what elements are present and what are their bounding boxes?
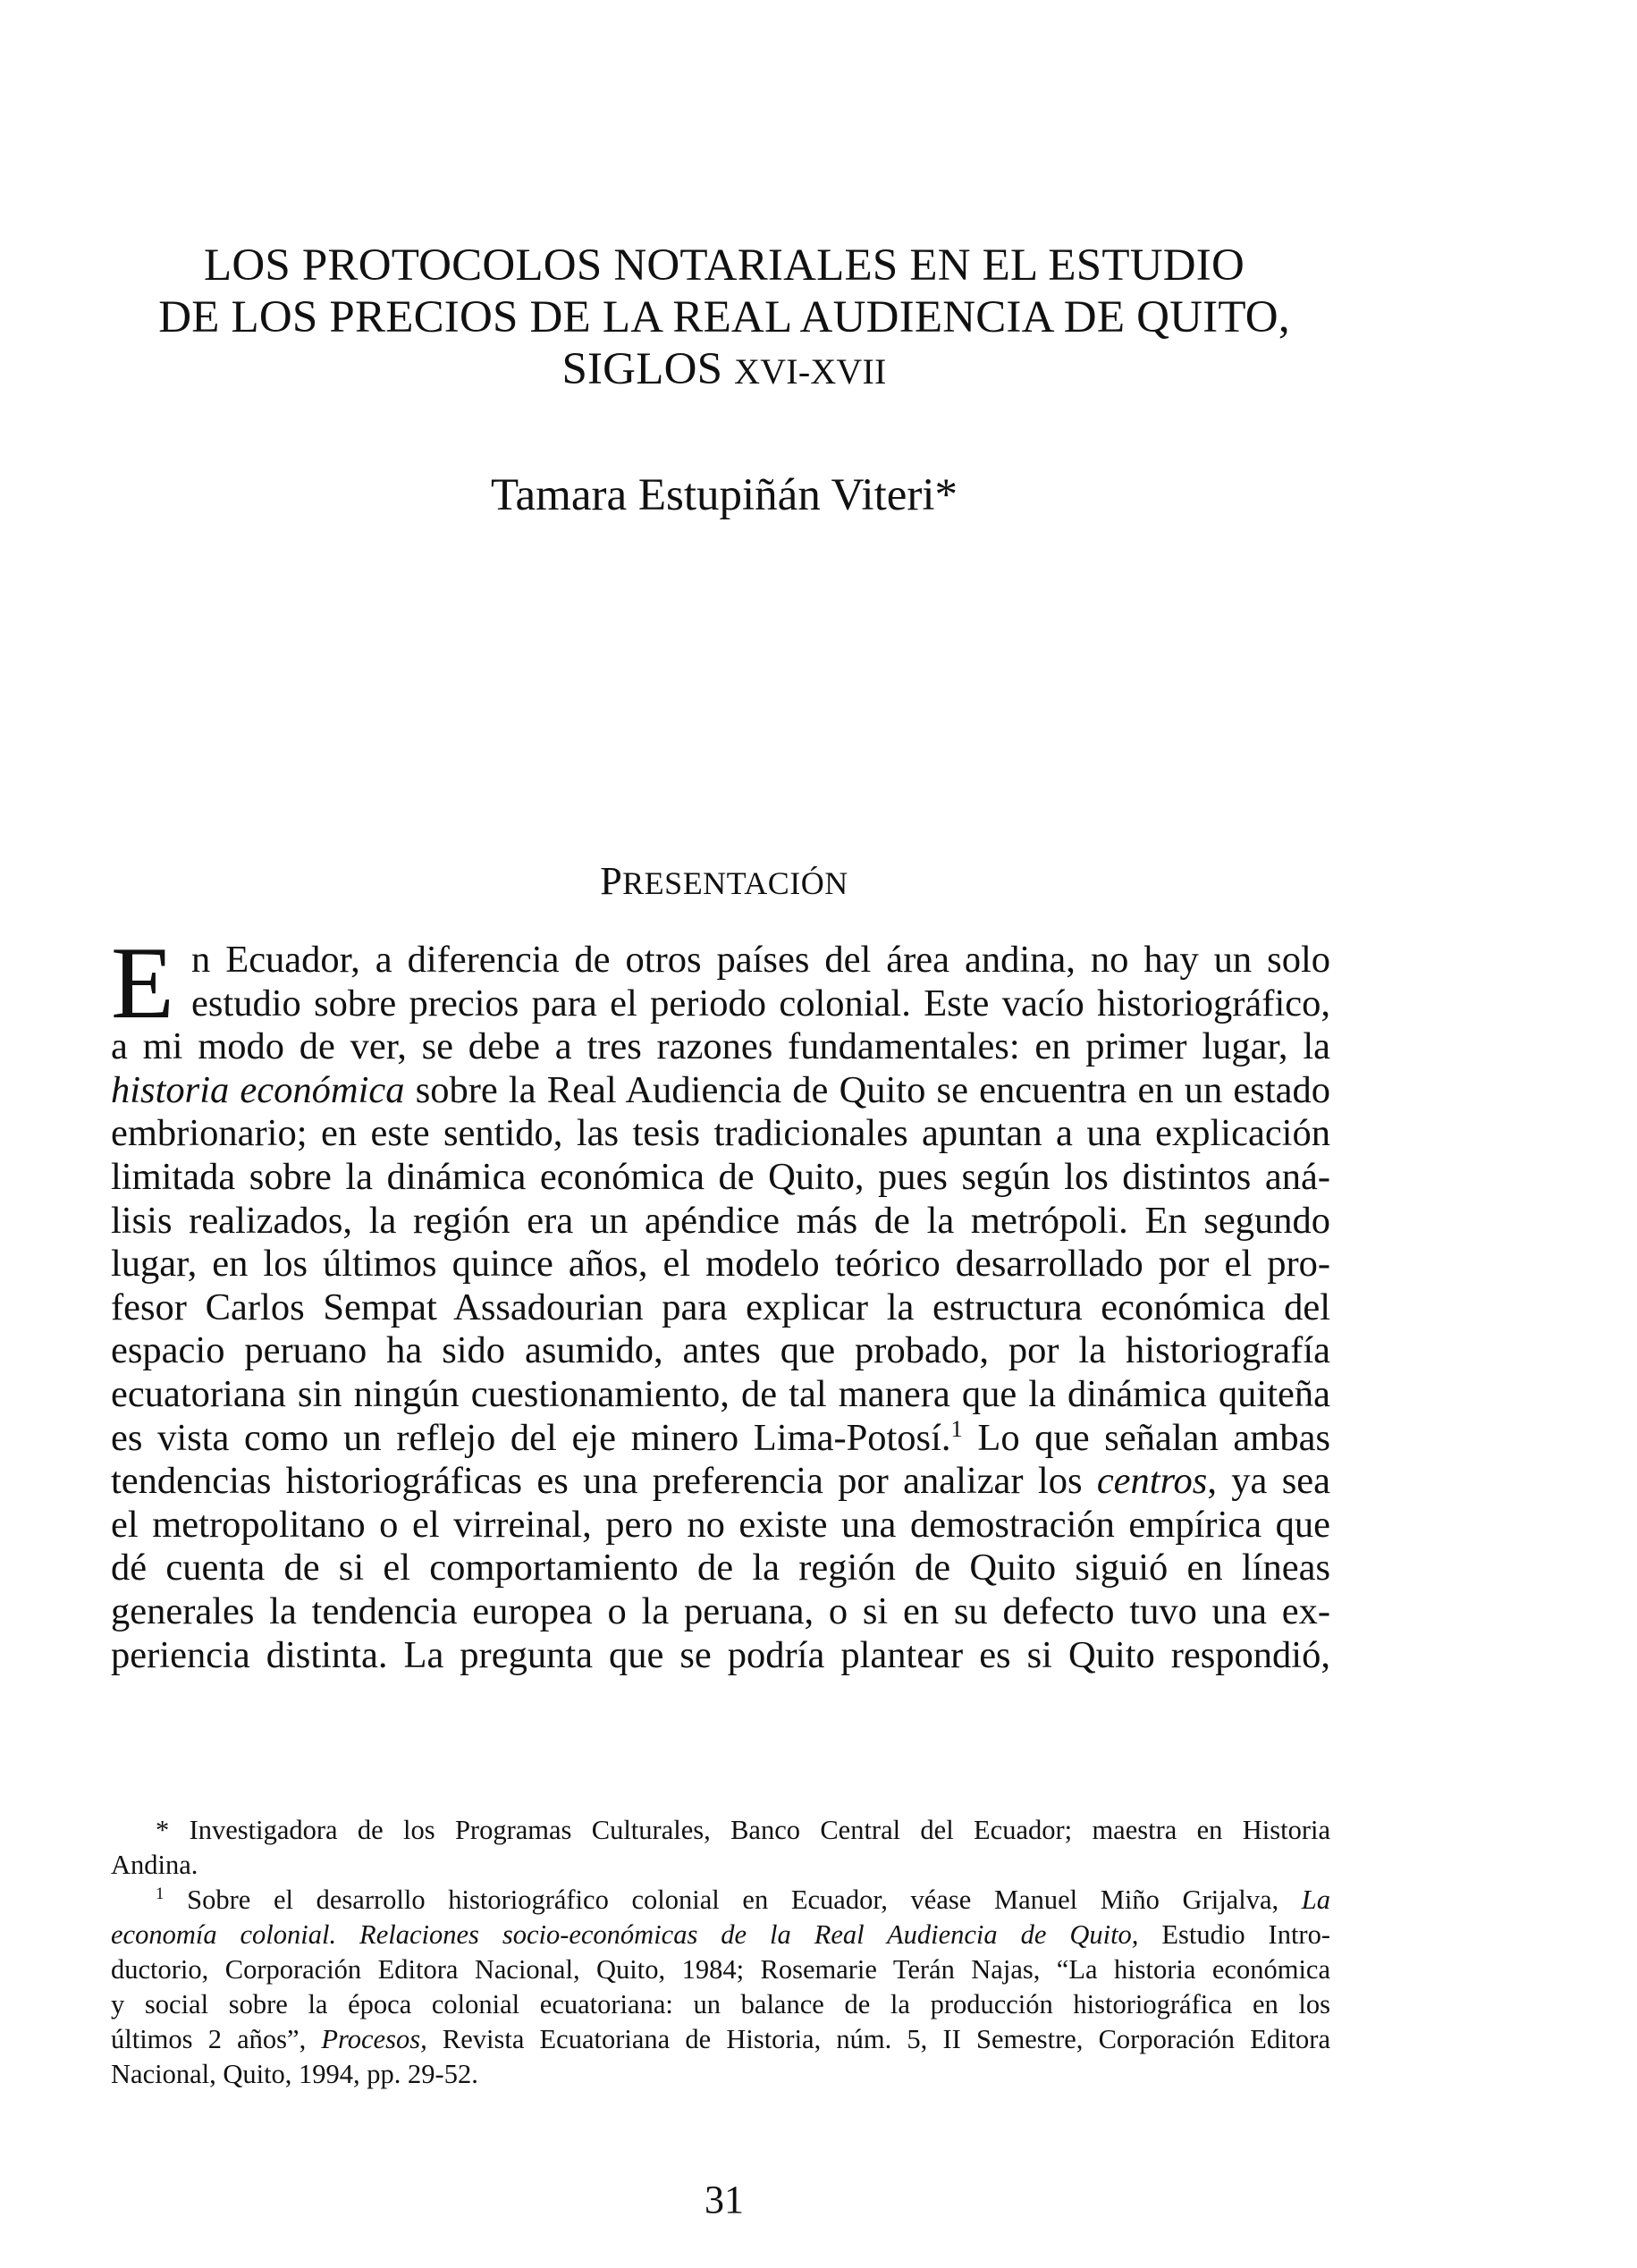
body-text-segment: lugar, en los últimos quince años, el modelo teórico desarrollado por el pro- xyxy=(111,1243,1330,1286)
body-line xyxy=(111,939,1330,982)
author-name: Tamara Estupiñán Viteri* xyxy=(490,470,958,520)
section-heading xyxy=(125,859,1323,903)
body-line xyxy=(111,1547,1330,1590)
footnote-ref: 1 xyxy=(950,1415,963,1442)
body-line xyxy=(111,1025,1330,1069)
section-heading-rest: RESENTACIÓN xyxy=(622,865,848,901)
body-line xyxy=(111,1373,1330,1417)
title-centuries: XVI-XVII xyxy=(734,351,887,392)
footnote-1-text: Revista Ecuatoriana de Historia, núm. 5, II Semestre, Corporación Editora xyxy=(426,2024,1330,2054)
footnote-author: * Investigadora de los Programas Culturales, Banco Central del Ecuador; maestra en Historia xyxy=(156,1815,1330,1845)
page-number: 31 xyxy=(705,2178,744,2222)
footnote-1-line-6: Nacional, Quito, 1994, pp. 29-52. xyxy=(111,2059,478,2089)
body-text-segment: , ya sea xyxy=(1207,1460,1330,1503)
body-text-segment: sobre la Real Audiencia de Quito se encuentra en un estado xyxy=(404,1068,1330,1111)
footnote-1-line-2 xyxy=(111,1918,1330,1952)
title-line-1: LOS PROTOCOLOS NOTARIALES EN EL ESTUDIO xyxy=(204,240,1245,291)
body-line xyxy=(111,1243,1330,1286)
body-text-segment: dé cuenta de si el comportamiento de la región de Quito siguió en líneas xyxy=(111,1547,1330,1589)
body-text-segment: espacio peruano ha sido asumido, antes que probado, por la historiografía xyxy=(111,1329,1330,1372)
footnote-1-journal: Procesos, xyxy=(321,2024,427,2054)
footnote-1-book-title: economía colonial. Relaciones socio-económicas de la Real Audiencia de Quito, xyxy=(111,1919,1139,1950)
drop-cap: E xyxy=(111,926,174,1041)
body-line xyxy=(111,1329,1330,1373)
body-text-segment: lisis realizados, la región era un apéndice más de la metrópoli. En segundo xyxy=(111,1199,1330,1242)
footnote-1-text: Sobre el desarrollo historiográfico colonial en Ecuador, véase Manuel Miño Grijalva, xyxy=(164,1884,1302,1915)
footnote-1-marker: 1 xyxy=(156,1884,165,1903)
body-text-segment: tendencias historiográficas es una preferencia por analizar los xyxy=(111,1460,1097,1503)
body-line xyxy=(111,1504,1330,1547)
article-title xyxy=(125,240,1323,398)
footnote-1-text: últimos 2 años”, xyxy=(111,2024,322,2054)
footnote-1-line-1 xyxy=(111,1883,1330,1918)
footnote-1-text: Estudio Intro- xyxy=(1138,1919,1330,1950)
footnote-1-line-4: y social sobre la época colonial ecuatoriana: un balance de la producción historiográfica en los xyxy=(111,1989,1330,2019)
emphasis-text: historia económica xyxy=(111,1068,405,1111)
body-text-segment: Lo que señalan ambas xyxy=(962,1416,1331,1459)
body-line xyxy=(111,1460,1330,1504)
body-line xyxy=(111,1417,1330,1461)
body-line xyxy=(111,1590,1330,1634)
body-text-segment: a mi modo de ver, se debe a tres razones fundamentales: en primer lugar, la xyxy=(111,1025,1330,1068)
emphasis-text: centros xyxy=(1096,1460,1208,1503)
title-line-3-prefix: SIGLOS xyxy=(561,344,723,394)
footnote-1-line-5 xyxy=(111,2022,1330,2057)
body-text-segment: embrionario; en este sentido, las tesis tradicionales apuntan a una explicación xyxy=(111,1112,1330,1155)
footnote-1-italic: La xyxy=(1301,1884,1330,1915)
footnote-1-line-3: ductorio, Corporación Editora Nacional, Quito, 1984; Rosemarie Terán Najas, “La historia económica xyxy=(111,1954,1330,1985)
body-text-segment: ecuatoriana sin ningún cuestionamiento, de tal manera que la dinámica quiteña xyxy=(111,1372,1330,1415)
body-text-segment: limitada sobre la dinámica económica de Quito, pues según los distintos aná- xyxy=(111,1155,1330,1198)
body-line xyxy=(111,1112,1330,1156)
body-text-segment: periencia distinta. La pregunta que se podría plantear es si Quito respondió, xyxy=(111,1633,1330,1676)
footnotes xyxy=(111,1813,1330,2092)
section-heading-initial: P xyxy=(600,859,623,903)
body-text-segment: es vista como un reflejo del eje minero Lima-Potosí. xyxy=(111,1416,951,1459)
body-line xyxy=(111,1200,1330,1244)
body-text-segment: estudio sobre precios para el periodo colonial. Este vacío historiográfico, xyxy=(191,982,1330,1024)
body-text-segment: fesor Carlos Sempat Assadourian para explicar la estructura económica del xyxy=(111,1286,1330,1328)
body-line xyxy=(111,982,1330,1026)
body-text-segment: el metropolitano o el virreinal, pero no existe una demostración empírica que xyxy=(111,1503,1330,1546)
body-text-segment: generales la tendencia europea o la peruana, o si en su defecto tuvo una ex- xyxy=(111,1589,1330,1632)
title-line-3 xyxy=(125,343,1323,398)
body-line xyxy=(111,1156,1330,1200)
body-paragraph xyxy=(111,926,1331,1677)
body-line xyxy=(111,1286,1330,1330)
body-line xyxy=(111,1634,1330,1678)
body-text-segment: n Ecuador, a diferencia de otros países del área andina, no hay un solo xyxy=(191,939,1330,981)
body-line xyxy=(111,1069,1330,1113)
title-line-2: DE LOS PRECIOS DE LA REAL AUDIENCIA DE QUITO, xyxy=(158,292,1290,342)
footnote-author-cont: Andina. xyxy=(111,1850,198,1880)
